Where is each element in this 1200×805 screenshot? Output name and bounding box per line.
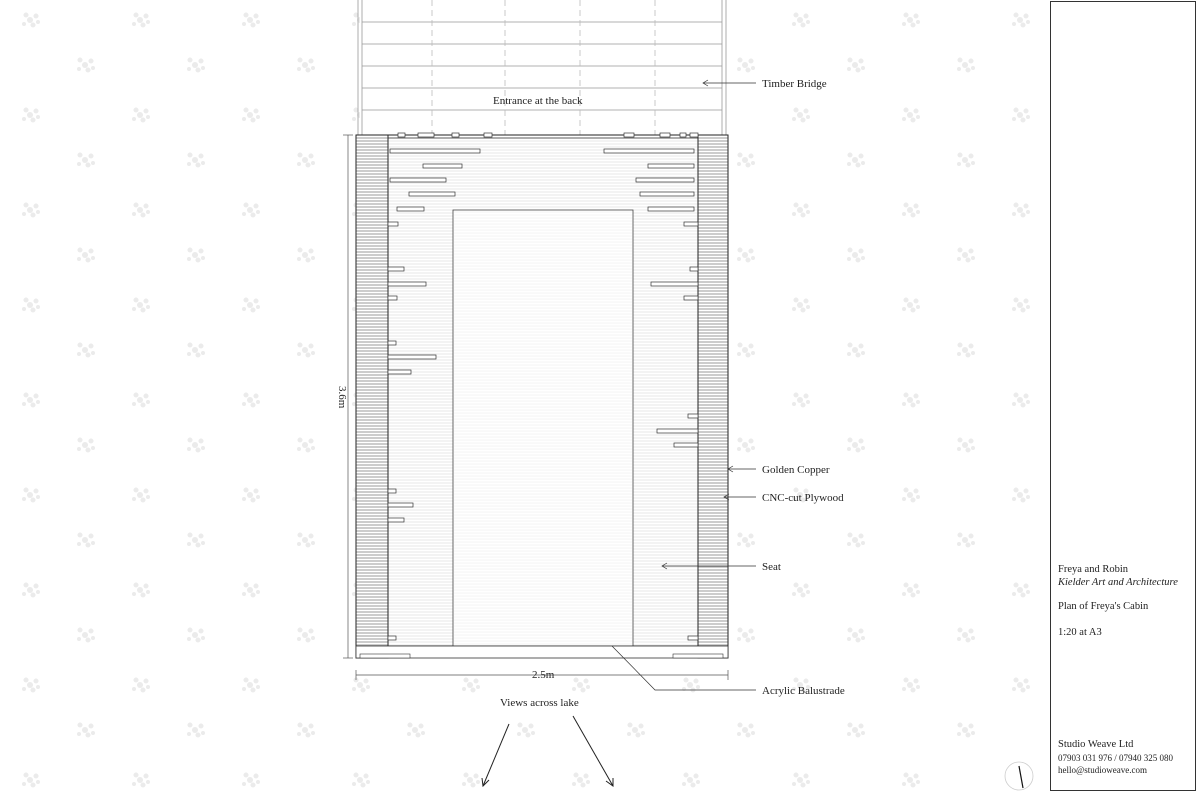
label-acrylic-balustrade: Acrylic Balustrade [762,685,845,697]
acrylic-balustrade [356,646,728,658]
label-views: Views across lake [500,697,579,709]
cabin-floor [388,138,698,646]
label-entrance: Entrance at the back [493,95,583,107]
studio-email[interactable]: hello@studioweave.com [1058,765,1148,775]
drawing-title: Plan of Freya's Cabin [1058,601,1149,612]
label-golden-copper: Golden Copper [762,464,830,476]
studio-phones: 07903 031 976 / 07940 325 080 [1058,753,1174,763]
timber-bridge [358,0,726,135]
project-name: Kielder Art and Architecture [1058,577,1178,588]
label-dim-height: 3.6m [336,386,348,409]
drawing-scale: 1:20 at A3 [1058,627,1102,638]
north-arrow-icon [1005,762,1033,790]
title-block [1050,1,1196,791]
label-dim-width: 2.5m [532,669,555,681]
golden-copper-wall-right [698,135,728,658]
client-name: Freya and Robin [1058,564,1128,575]
studio-name: Studio Weave Ltd [1058,739,1134,750]
label-cnc-plywood: CNC-cut Plywood [762,492,844,504]
golden-copper-wall-left [356,135,388,658]
label-timber-bridge: Timber Bridge [762,78,827,90]
label-seat: Seat [762,561,781,573]
